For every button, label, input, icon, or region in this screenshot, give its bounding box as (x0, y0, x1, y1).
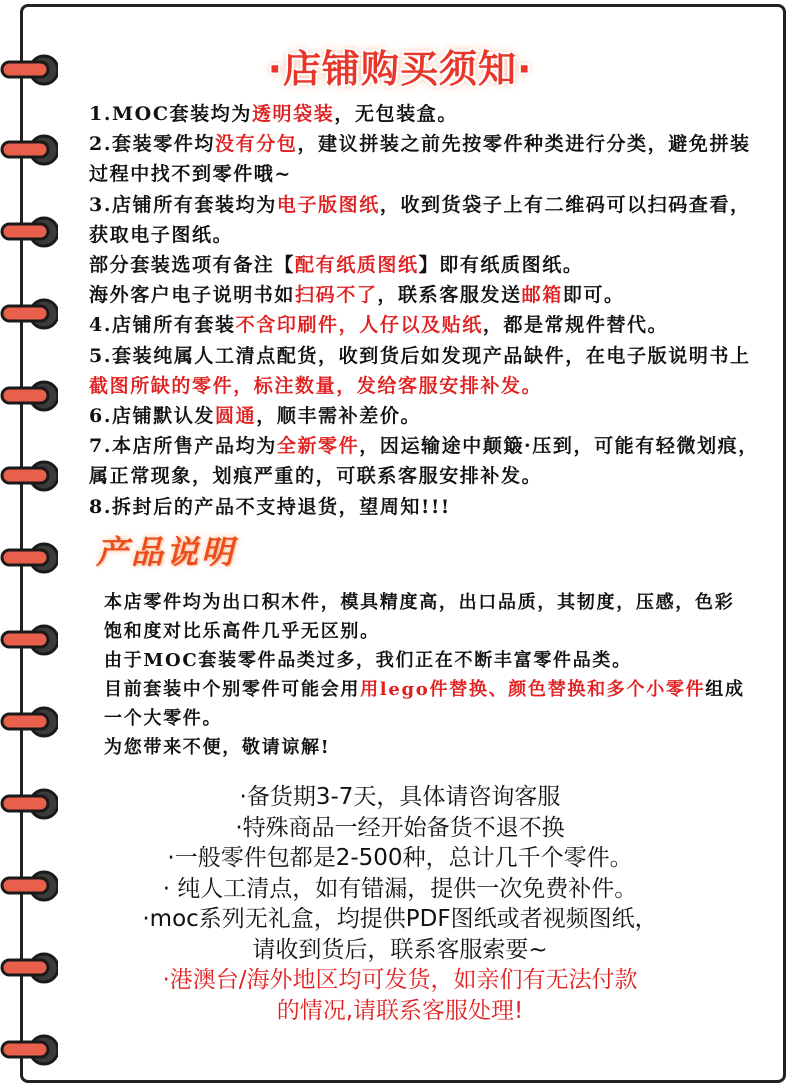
body-text: 5.套装纯属人工清点配货，收到货后如发现产品缺件，在电子版说明书上 (89, 344, 751, 367)
binder-ring-icon (0, 694, 58, 750)
rule-item (89, 190, 761, 250)
title-block (0, 38, 800, 93)
body-text: 1.MOC套装均为 (89, 103, 252, 125)
body-text: ，顺丰需补差价。 (256, 405, 422, 428)
body-text: 3.店铺所有套装均为 (89, 193, 277, 216)
highlight-text: 不含印刷件，人仔以及贴纸 (235, 314, 483, 337)
body-text: 2.套装零件均 (89, 133, 216, 156)
binder-ring-icon (0, 286, 58, 342)
body-text: ，联系客服发送 (377, 284, 522, 307)
binder-ring-icon (0, 530, 58, 586)
body-text: 7.本店所售产品均为 (89, 435, 277, 458)
highlight-text: 邮箱 (521, 284, 563, 307)
body-text: 为您带来不便，敬请谅解! (104, 737, 331, 758)
rule-item (89, 341, 761, 401)
bullet-line: ·特殊商品一经开始备货不退不换 (235, 814, 565, 841)
binder-ring-icon (0, 1022, 58, 1078)
body-text: 部分套装选项有备注【 (89, 254, 296, 277)
highlight-text: 扫码不了 (295, 284, 378, 307)
body-text: ，无包装盒。 (334, 103, 458, 125)
section-title: 产品说明 (96, 533, 237, 571)
rule-item (89, 250, 761, 280)
body-text: ，都是常规件替代。 (482, 314, 669, 337)
body-text: 8.拆封后的产品不支持退货，望周知!!! (89, 495, 451, 518)
description-line (104, 646, 754, 675)
body-text: 本店零件均为出口积木件，模具精度高，出口品质，其韧度，压感，色彩饱和度对比乐高件几乎无区别。 (104, 592, 735, 642)
service-bullets (0, 782, 800, 1026)
purchase-rules (89, 99, 761, 522)
rule-item (89, 129, 761, 189)
page-title: ·店铺购买须知· (267, 47, 533, 91)
highlight-text: 用lego件替换、颜色替换和多个小零件 (360, 679, 706, 700)
rule-item (89, 310, 761, 340)
highlight-text: 圆通 (215, 405, 257, 428)
binder-ring-icon (0, 204, 58, 260)
body-text: 组成一个大零件。 (104, 679, 745, 729)
binder-ring-icon (0, 368, 58, 424)
rule-item (89, 99, 761, 129)
bullet-line: ·港澳台/海外地区均可发货，如亲们有无法付款 (162, 967, 638, 993)
body-text: ，因运输途中颠簸·压到，可能有轻微划痕，属正常现象，划痕严重的，可联系客服安排补发。 (89, 435, 759, 488)
rule-item (89, 431, 761, 491)
rule-item (89, 401, 761, 431)
body-text: 海外客户电子说明书如 (89, 284, 296, 307)
product-description (104, 588, 754, 762)
description-line (104, 588, 754, 646)
description-line (104, 733, 754, 762)
binder-ring-icon (0, 448, 58, 504)
rule-item (89, 492, 761, 522)
body-text: 4.店铺所有套装 (89, 314, 236, 337)
bullet-line: · 纯人工清点，如有错漏，提供一次免费补件。 (162, 875, 638, 902)
bullet-line: 请收到货后，联系客服索要~ (252, 936, 548, 963)
body-text: 即可。 (562, 284, 625, 307)
body-text: ，收到货袋子上有二维码可以扫码查看，获取电子图纸。 (89, 193, 751, 246)
bullet-line: ·一般零件包都是2-500种，总计几千个零件。 (167, 845, 633, 871)
body-text: ，建议拼装之前先按零件种类进行分类，避免拼装过程中找不到零件哦~ (89, 133, 751, 186)
body-text: 6.店铺默认发 (89, 405, 216, 428)
rule-item (89, 280, 761, 310)
bullet-line: ·备货期3-7天，具体请咨询客服 (239, 784, 561, 810)
highlight-text: 没有分包 (215, 133, 298, 156)
body-text: 目前套装中个别零件可能会用 (104, 679, 361, 700)
binder-ring-icon (0, 612, 58, 668)
body-text: 】即有纸质图纸。 (418, 254, 584, 277)
highlight-text: 透明袋装 (251, 103, 335, 125)
binder-ring-icon (0, 122, 58, 178)
highlight-text: 全新零件 (276, 435, 360, 458)
highlight-text: 配有纸质图纸 (295, 254, 419, 277)
description-line (104, 675, 754, 733)
body-text: 由于MOC套装零件品类过多，我们正在不断丰富零件品类。 (104, 650, 632, 671)
highlight-text: 截图所缺的零件，标注数量，发给客服安排补发。 (89, 374, 543, 397)
bullet-line: ·moc系列无礼盒，均提供PDF图纸或者视频图纸， (142, 906, 658, 932)
bullet-line: 的情况,请联系客服处理! (276, 997, 524, 1024)
highlight-text: 电子版图纸 (276, 193, 380, 216)
